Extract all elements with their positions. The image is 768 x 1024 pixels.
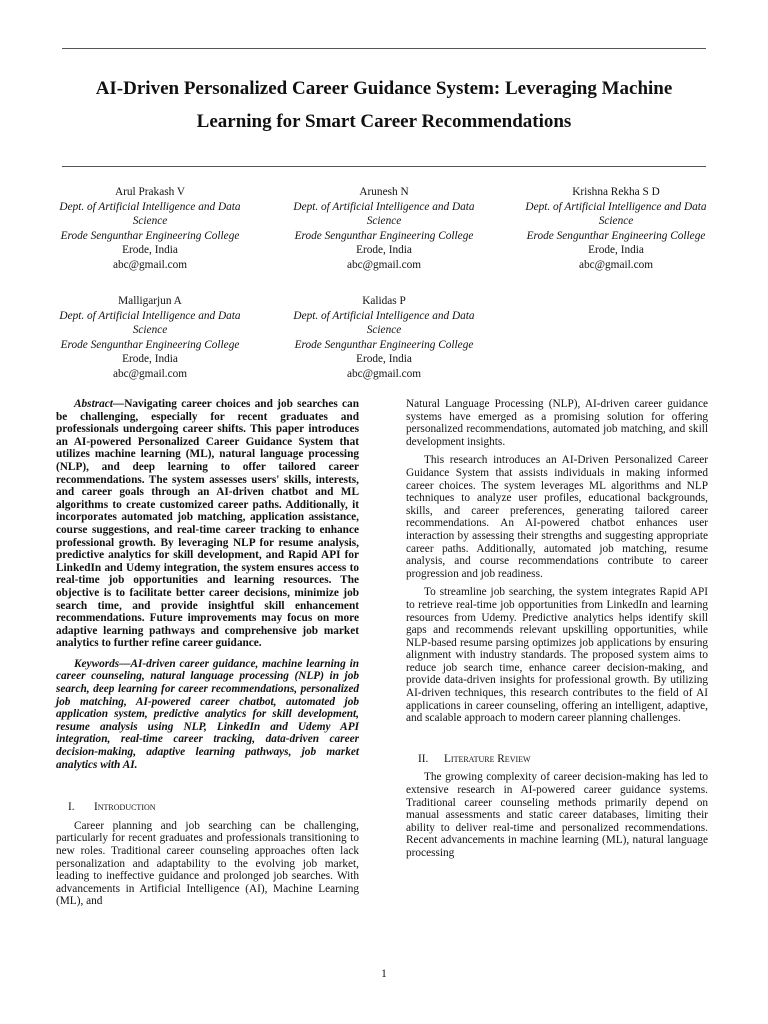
author-email: abc@gmail.com: [346, 367, 422, 380]
author-department-cont: Science: [598, 215, 634, 228]
right-column: [406, 398, 708, 860]
author-department: Dept. of Artificial Intelligence and Data: [293, 309, 475, 322]
body-paragraph: Natural Language Processing (NLP), AI-driven career guidance systems have emerged as a promising solution for offering personalized recommendations, automated job matching, and skill development insights.: [406, 398, 708, 448]
author-block: [500, 185, 732, 273]
author-college: Erode Sengunthar Engineering College: [60, 338, 240, 351]
author-department: Dept. of Artificial Intelligence and Data: [525, 200, 707, 213]
section-number: II.: [418, 752, 429, 765]
author-location: Erode, India: [122, 353, 178, 366]
author-block: [268, 294, 500, 382]
section-title: Literature Review: [444, 752, 531, 765]
author-college: Erode Sengunthar Engineering College: [294, 338, 474, 351]
author-location: Erode, India: [356, 353, 412, 366]
author-block: [34, 294, 266, 382]
left-column: [56, 398, 359, 908]
title-rule: [62, 166, 706, 167]
author-department-cont: Science: [366, 215, 402, 228]
author-name: Kalidas P: [362, 295, 406, 307]
author-college: Erode Sengunthar Engineering College: [526, 229, 706, 242]
author-block: [34, 185, 266, 273]
paper-title-line-1: AI-Driven Personalized Career Guidance System: Leveraging Machine: [95, 78, 673, 99]
author-location: Erode, India: [122, 244, 178, 257]
section-heading-introduction: [56, 801, 359, 814]
section-title: Introduction: [94, 801, 156, 814]
author-department-cont: Science: [132, 215, 168, 228]
author-name: Arunesh N: [359, 186, 409, 198]
paper-title-line-2: Learning for Smart Career Recommendations: [196, 111, 572, 132]
abstract-lead: Abstract—: [74, 398, 125, 410]
author-email: abc@gmail.com: [346, 258, 422, 271]
abstract-text: Navigating career choices and job searches can be challenging, especially for recent graduates and professionals undergoing career shifts. This paper introduces an AI-powered Personalized Career Guidance System that utilizes machine learning (ML), natural language processing (NLP), and deep learning to offer tailored career recommendations. The system assesses users' skills, interests, and career goals through an AI-driven chatbot and ML algorithms to create customized career paths. Additionally, it incorporates automated job matching, application assistance, course suggestions, and real-time career tracking to enhance professional growth. By leveraging NLP for resume analysis, predictive analytics for skill development, and Rapid API for LinkedIn and Udemy integration, the system ensures access to real-time job opportunities and learning resources. The objective is to facilitate better career decisions, minimize job search time, and provide insightful skill enhancement recommendations. Future improvements may focus on more adaptive learning pathways and comprehensive job market analytics to further refine career guidance.: [56, 398, 359, 650]
author-department: Dept. of Artificial Intelligence and Data: [59, 200, 241, 213]
author-email: abc@gmail.com: [578, 258, 654, 271]
author-name: Arul Prakash V: [114, 186, 186, 198]
author-name: Krishna Rekha S D: [572, 186, 660, 198]
author-college: Erode Sengunthar Engineering College: [294, 229, 474, 242]
author-name: Malligarjun A: [118, 295, 182, 307]
section-heading-literature-review: [406, 753, 708, 766]
page-number: 1: [381, 968, 387, 980]
literature-paragraph: The growing complexity of career decision-making has led to extensive research in AI-powered career guidance systems. Traditional career counseling methods primarily depend on manual assessments and static career databases, limiting their ability to deliver real-time and personalized recommendations. Recent advancements in machine learning (ML), natural language processing: [406, 771, 708, 859]
author-block: [268, 185, 500, 273]
author-department-cont: Science: [132, 324, 168, 337]
author-email: abc@gmail.com: [112, 258, 188, 271]
author-department: Dept. of Artificial Intelligence and Data: [293, 200, 475, 213]
author-location: Erode, India: [356, 244, 412, 257]
author-location: Erode, India: [588, 244, 644, 257]
author-college: Erode Sengunthar Engineering College: [60, 229, 240, 242]
abstract: [56, 398, 359, 650]
body-paragraph: This research introduces an AI-Driven Personalized Career Guidance System that assists individuals in making informed career choices. The system leverages ML algorithms and NLP techniques to analyze user profiles, educational backgrounds, skills, and career preferences, generating tailored career recommendations. An AI-powered chatbot enhances user interaction by assessing their strengths and suggesting appropriate career paths. Additionally, automated job matching, resume analysis, and course recommendations contribute to career progression and job readiness.: [406, 454, 708, 580]
keywords: Keywords—AI-driven career guidance, machine learning in career counseling, natural language processing (NLP) in job search, deep learning for career recommendations, personalized job matching, AI-powered career chatbot, automated job application system, predictive analytics for skill development, resume analysis using NLP, LinkedIn and Udemy API integration, real-time career tracking, data-driven career decision-making, adaptive learning pathways, job market analytics with AI.: [56, 657, 359, 771]
body-paragraph: To streamline job searching, the system integrates Rapid API to retrieve real-time job opportunities from LinkedIn and learning resources from Udemy. Predictive analytics helps identify skill gaps and recommends relevant upskilling opportunities, while NLP-based resume parsing optimizes job applications by ensuring alignment with industry standards. The proposed system aims to reduce job search time, enhance career decision-making, and provide data-driven insights for professional growth. By utilizing AI-driven techniques, this research contributes to the field of AI applications in career counseling, offering an intelligent, adaptive, and scalable approach to modern career planning challenges.: [406, 586, 708, 725]
introduction-paragraph: Career planning and job searching can be challenging, particularly for recent graduates and professionals transitioning to new roles. Traditional career counseling approaches often lack personalization and adaptability to the evolving job market, leading to ineffective guidance and prolonged job searches. With advancements in Artificial Intelligence (AI), Machine Learning (ML), and: [56, 819, 359, 908]
author-department-cont: Science: [366, 324, 402, 337]
top-rule: [62, 48, 706, 49]
author-email: abc@gmail.com: [112, 367, 188, 380]
author-department: Dept. of Artificial Intelligence and Data: [59, 309, 241, 322]
section-number: I.: [68, 801, 75, 814]
